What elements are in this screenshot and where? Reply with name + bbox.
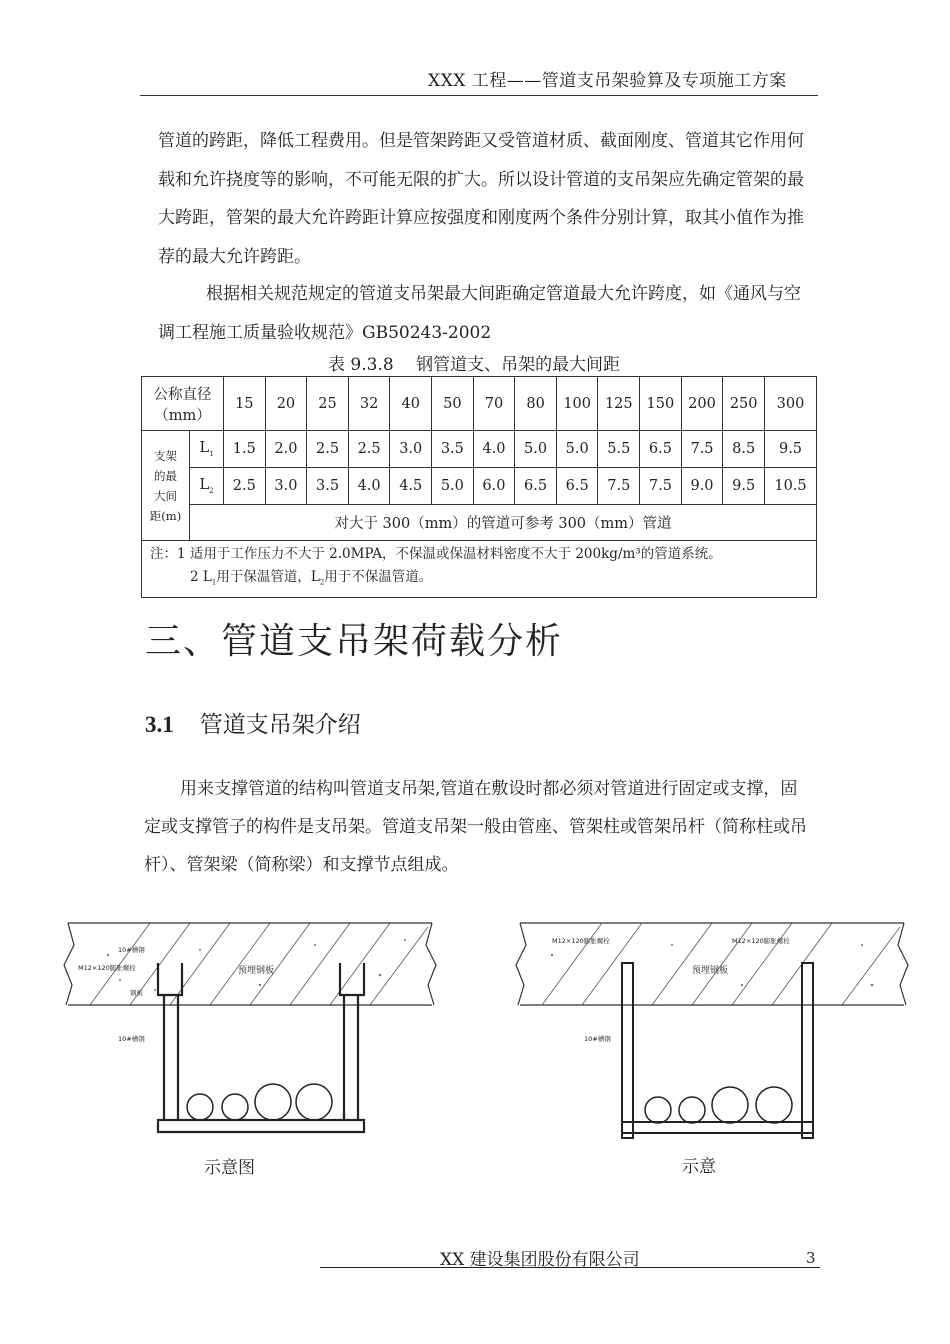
value-cell: 3.0 xyxy=(390,431,432,468)
note-2-sub: 2 xyxy=(319,578,325,587)
body-paragraph-2-text: 根据相关规范规定的管道支吊架最大间距确定管道最大允许跨度，如《通风与空调工程施工质量验收规范》GB50243-2002 xyxy=(158,284,801,343)
row-label-sub: 2 xyxy=(209,486,214,495)
row-label-sub: 1 xyxy=(209,449,214,458)
support-beam xyxy=(158,1120,364,1132)
dn-header-cell xyxy=(142,377,224,431)
body-paragraph-2 xyxy=(158,275,808,352)
support-diagram-right xyxy=(512,915,912,1145)
figure-1-caption: 示意图 xyxy=(204,1158,255,1178)
diameter-cell: 150 xyxy=(640,377,682,431)
diameter-cell: 15 xyxy=(224,377,266,431)
diameter-cell: 50 xyxy=(432,377,474,431)
row-label-l2 xyxy=(190,468,224,505)
header-rule xyxy=(140,95,818,96)
fig2-label: M12×120膨胀螺栓 xyxy=(552,937,610,945)
support-diagram-left xyxy=(60,915,440,1145)
page-number: 3 xyxy=(806,1249,816,1267)
table-row-l1 xyxy=(142,431,817,468)
value-cell: 9.5 xyxy=(723,468,765,505)
value-cell: 7.5 xyxy=(681,431,723,468)
figure-2-caption: 示意 xyxy=(682,1157,716,1177)
fig1-label: 10#槽钢 xyxy=(118,946,145,954)
note-1: 注：1 适用于工作压力不大于 2.0MPA，不保温或保温材料密度不大于 200kg/m³的管道系统。 xyxy=(150,546,722,562)
dn-header-line1: 公称直径 xyxy=(153,386,212,403)
fig1-label: 钢板 xyxy=(130,989,143,997)
value-cell: 3.5 xyxy=(432,431,474,468)
footer-company: XX 建设集团股份有限公司 xyxy=(440,1250,640,1270)
value-cell: 2.5 xyxy=(348,431,390,468)
fig1-label: 10#槽钢 xyxy=(118,1035,145,1043)
value-cell: 6.0 xyxy=(473,468,515,505)
fig1-label: 预埋钢板 xyxy=(238,966,275,976)
page-header: XXX 工程——管道支吊架验算及专项施工方案 xyxy=(428,71,787,91)
break-line-left xyxy=(516,923,526,1005)
diameter-cell: 20 xyxy=(265,377,307,431)
diameter-cell: 32 xyxy=(348,377,390,431)
note-2-part: 2 L xyxy=(190,569,212,585)
diameter-cell: 100 xyxy=(556,377,598,431)
table-row-span-note xyxy=(142,505,817,541)
value-cell: 4.0 xyxy=(473,431,515,468)
column-left xyxy=(622,963,633,1138)
value-cell: 5.5 xyxy=(598,431,640,468)
table-row-l2 xyxy=(142,468,817,505)
value-cell: 7.5 xyxy=(640,468,682,505)
value-cell: 7.5 xyxy=(598,468,640,505)
intro-paragraph-text: 用来支撑管道的结构叫管道支吊架,管道在敷设时都必须对管道进行固定或支撑，固定或支撑管子的构件是支吊架。管道支吊架一般由管座、管架柱或管架吊杆（简称柱或吊杆）、管架梁（简称梁）和支撑节点组成。 xyxy=(144,779,807,875)
side-label-line: 大间 xyxy=(154,488,177,503)
fig2-label: 预埋钢板 xyxy=(692,966,729,976)
aggregate-marks xyxy=(107,939,406,991)
spacing-table xyxy=(141,376,817,598)
value-cell: 2.5 xyxy=(224,468,266,505)
subsection-title: 管道支吊架介绍 xyxy=(199,712,361,738)
value-cell: 1.5 xyxy=(224,431,266,468)
value-cell: 9.5 xyxy=(765,431,817,468)
diameter-cell: 200 xyxy=(681,377,723,431)
notes-cell xyxy=(142,541,817,598)
pipes xyxy=(187,1084,332,1120)
dn-header-line2: （mm） xyxy=(154,407,211,424)
row-label-text: L xyxy=(199,477,210,494)
value-cell: 4.5 xyxy=(390,468,432,505)
pipes xyxy=(645,1087,792,1123)
break-line-right xyxy=(426,923,436,1005)
value-cell: 3.0 xyxy=(265,468,307,505)
value-cell: 10.5 xyxy=(765,468,817,505)
diameter-cell: 250 xyxy=(723,377,765,431)
break-line-right xyxy=(898,923,908,1005)
channel-right xyxy=(340,963,364,995)
note-2 xyxy=(150,566,808,595)
section-heading: 三、管道支吊架荷载分析 xyxy=(145,621,564,662)
fig2-label: M12×120膨胀螺栓 xyxy=(732,937,790,945)
channel-left xyxy=(158,963,182,995)
value-cell: 8.5 xyxy=(723,431,765,468)
span-note-cell: 对大于 300（mm）的管道可参考 300（mm）管道 xyxy=(190,505,817,541)
diameter-cell: 80 xyxy=(515,377,557,431)
concrete-hatch xyxy=(542,923,900,1005)
intro-paragraph xyxy=(144,770,814,884)
diameter-cell: 300 xyxy=(765,377,817,431)
table-row-notes xyxy=(142,541,817,598)
value-cell: 6.5 xyxy=(515,468,557,505)
break-line-left xyxy=(64,923,74,1005)
fig1-label: M12×120膨胀螺栓 xyxy=(78,964,136,972)
value-cell: 6.5 xyxy=(556,468,598,505)
value-cell: 5.0 xyxy=(515,431,557,468)
side-label-line: 距(m) xyxy=(149,508,182,523)
diameter-cell: 70 xyxy=(473,377,515,431)
diameter-cell: 25 xyxy=(307,377,349,431)
row-label-l1 xyxy=(190,431,224,468)
note-2-part: 用于保温管道，L xyxy=(216,569,320,585)
note-2-sub: 1 xyxy=(211,578,217,587)
subsection-number: 3.1 xyxy=(145,712,174,737)
value-cell: 6.5 xyxy=(640,431,682,468)
value-cell: 5.0 xyxy=(556,431,598,468)
side-label-cell xyxy=(142,431,190,541)
footer-rule xyxy=(320,1267,820,1268)
table-caption: 表 9.3.8 钢管道支、吊架的最大间距 xyxy=(328,355,621,375)
column-right xyxy=(802,963,813,1138)
diameter-cell: 40 xyxy=(390,377,432,431)
value-cell: 5.0 xyxy=(432,468,474,505)
fig2-label: 10#槽钢 xyxy=(584,1035,611,1043)
value-cell: 9.0 xyxy=(681,468,723,505)
table-header-row xyxy=(142,377,817,431)
note-2-part: 用于不保温管道。 xyxy=(324,569,433,585)
side-label-line: 的最 xyxy=(154,468,177,483)
value-cell: 3.5 xyxy=(307,468,349,505)
side-label-line: 支架 xyxy=(154,448,177,463)
subsection-heading xyxy=(145,706,361,739)
diameter-cell: 125 xyxy=(598,377,640,431)
value-cell: 2.0 xyxy=(265,431,307,468)
value-cell: 2.5 xyxy=(307,431,349,468)
row-label-text: L xyxy=(199,440,210,457)
value-cell: 4.0 xyxy=(348,468,390,505)
body-paragraph-1: 管道的跨距，降低工程费用。但是管架跨距又受管道材质、截面刚度、管道其它作用何载和允许挠度等的影响，不可能无限的扩大。所以设计管道的支吊架应先确定管架的最大跨距，管架的最大允许跨距计算应按强度和刚度两个条件分别计算，取其小值作为推荐的最大允许跨距。 xyxy=(158,131,804,267)
